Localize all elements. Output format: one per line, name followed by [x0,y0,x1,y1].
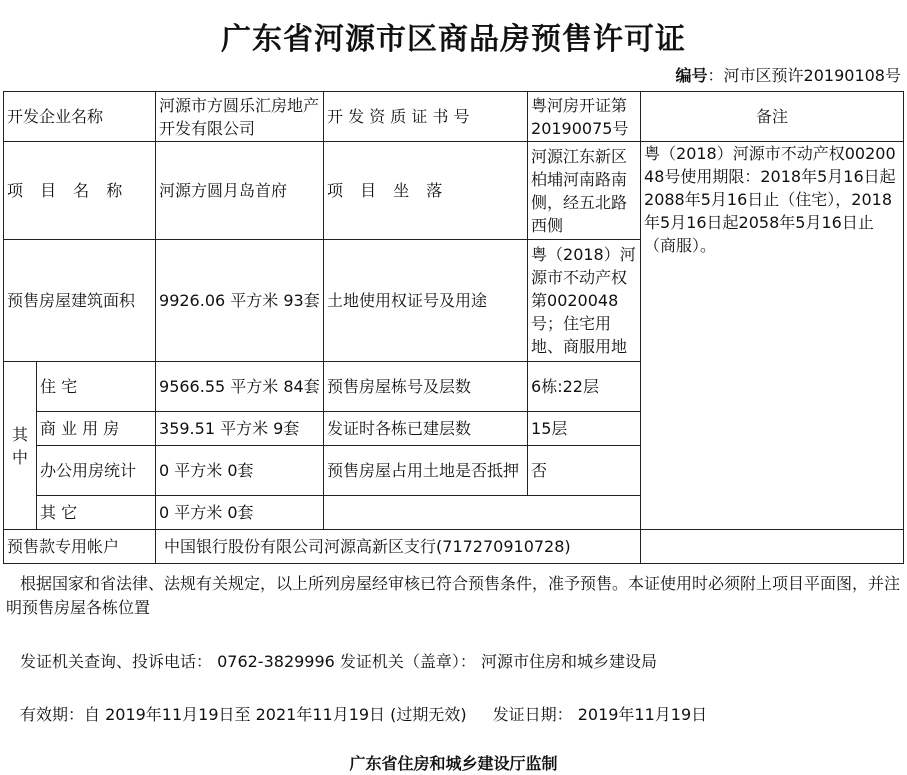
certificate-number-value: ：河市区预许20190108号 [707,66,901,85]
built-floors-value: 15层 [528,412,641,446]
location-value: 河源江东新区柏埔河南路南侧，经五北路西侧 [528,142,641,240]
office-label: 办公用房统计 [37,446,156,496]
presale-area-label: 预售房屋建筑面积 [4,240,156,362]
qizhong-label: 其 中 [4,362,37,530]
validity-period: 有效期：自 2019年11月19日至 2021年11月19日 (过期无效) [20,705,467,724]
certificate-number [676,63,901,86]
account-value: 中国银行股份有限公司河源高新区支行(717270910728) [156,530,641,564]
issue-date: 发证日期： 2019年11月19日 [492,705,708,724]
developer-value: 河源市方圆乐汇房地产开发有限公司 [156,92,324,142]
land-use-label: 土地使用权证号及用途 [324,240,528,362]
remarks-value: 粤（2018）河源市不动产权0020048号使用期限：2018年5月16日起2088年5月16日止（住宅），2018年5月16日起2058年5月16日止（商服）。 [641,142,904,530]
project-name-value: 河源方圆月岛首府 [156,142,324,240]
approval-statement: 根据国家和省法律、法规有关规定，以上所列房屋经审核已符合预售条件，准予预售。本证使用时必须附上项目平面图，并注明预售房屋各栋位置 [6,574,901,617]
account-tail [641,530,904,564]
certificate-number-label: 编号 [675,66,708,85]
other-value: 0 平方米 0套 [156,496,324,530]
commercial-value: 359.51 平方米 9套 [156,412,324,446]
remarks-label: 备注 [641,92,904,142]
mortgage-value: 否 [528,446,641,496]
buildings-value: 6栋:22层 [528,362,641,412]
validity-line [6,703,907,727]
qualification-value: 粤河房开证第20190075号 [528,92,641,142]
commercial-label: 商 业 用 房 [37,412,156,446]
empty-cell [324,496,641,530]
document-title: 广东省河源市区商品房预售许可证 [221,22,686,57]
other-label: 其 它 [37,496,156,530]
location-label: 项 目 坐 落 [324,142,528,240]
built-floors-label: 发证时各栋已建层数 [324,412,528,446]
account-label: 预售款专用帐户 [4,530,156,564]
land-use-value: 粤（2018）河源市不动产权第0020048号；住宅用地、商服用地 [528,240,641,362]
developer-label: 开发企业名称 [4,92,156,142]
buildings-label: 预售房屋栋号及层数 [324,362,528,412]
permit-table [3,91,904,564]
supervisor-footer: 广东省住房和城乡建设厅监制 [349,754,558,773]
hotline-and-authority: 发证机关查询、投诉电话： 0762-3829996 发证机关（盖章）： 河源市住房和城乡建设局 [20,652,658,671]
presale-area-value: 9926.06 平方米 93套 [156,240,324,362]
mortgage-label: 预售房屋占用土地是否抵押 [324,446,528,496]
residential-value: 9566.55 平方米 84套 [156,362,324,412]
qualification-label: 开 发 资 质 证 书 号 [324,92,528,142]
office-value: 0 平方米 0套 [156,446,324,496]
project-name-label: 项 目 名 称 [4,142,156,240]
residential-label: 住 宅 [37,362,156,412]
